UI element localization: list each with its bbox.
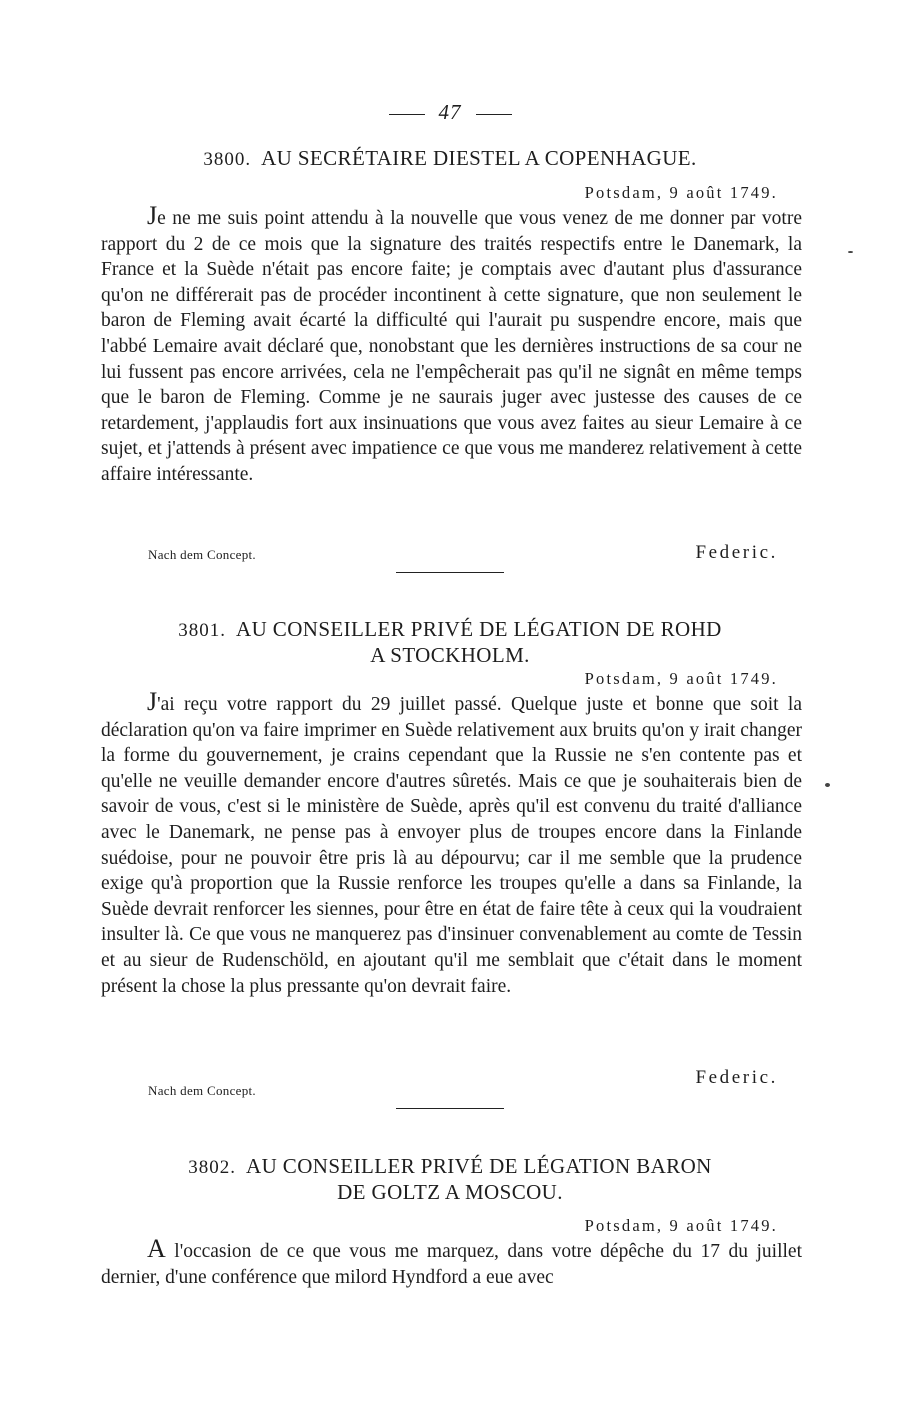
letter-3802-title: AU CONSEILLER PRIVÉ DE LÉGATION BARON (246, 1154, 712, 1178)
letter-3801-initial: J (147, 687, 158, 716)
letter-3801-heading-line1 (100, 617, 800, 643)
section-divider-2 (396, 1108, 504, 1109)
letter-3802-initial: A (147, 1234, 166, 1263)
letter-3802-body (101, 1234, 802, 1290)
scan-speck (848, 251, 853, 253)
letter-3801-dateline: Potsdam, 9 août 1749. (584, 669, 778, 688)
letter-3800-text: e ne me suis point attendu à la nouvelle que vous venez de me donner par votre rapport du 2 de ce mois que la signature des traités respectifs entre le Danemark, la France et la Suède n'était pas encore faite; je comptais avec d'autant plus d'assurance qu'on ne différerait pas de procéder incontinent à cette signature, que non seulement le baron de Fleming avait écarté la difficulté qui l'aurait pu suspendre encore, mais que l'abbé Lemaire avait déclaré que, nonobstant que les dernières instructions de sa cour ne lui fussent pas encore arrivées, cela ne l'empêcherait pas qu'il ne signât en même temps que le baron de Fleming. Comme je ne saurais juger avec justesse des causes de ce retardement, j'applaudis fort aux insinuations que vous avez faites au sieur Lemaire à ce sujet, et j'attends à présent avec impatience ce que vous me manderez relativement à cette affaire intéressante. (101, 208, 802, 485)
letter-3802-number: 3802. (188, 1157, 237, 1178)
letter-3802-heading (100, 1154, 800, 1205)
letter-3801-signature: Federic. (695, 1067, 778, 1088)
letter-3801-title: AU CONSEILLER PRIVÉ DE LÉGATION DE ROHD (236, 617, 722, 641)
letter-3802-text: l'occasion de ce que vous me marquez, dans votre dépêche du 17 du juillet dernier, d'une conférence que milord Hyndford a eue avec (101, 1241, 802, 1288)
letter-3801-number: 3801. (178, 620, 226, 641)
page-number (0, 100, 900, 125)
page-number-text: 47 (438, 100, 462, 124)
letter-3801-title-line2: A STOCKHOLM. (370, 643, 530, 667)
letter-3800-initial: J (147, 201, 158, 230)
letter-3800-heading (100, 146, 800, 172)
letter-3800-number: 3800. (203, 149, 252, 170)
letter-3802-dateline: Potsdam, 9 août 1749. (584, 1216, 778, 1235)
letter-3801-text: 'ai reçu votre rapport du 29 juillet passé. Quelque juste et bonne que soit la déclaration qu'on va faire imprimer en Suède relativement aux bruits qu'on y irait changer la forme du gouvernement, je crains cependant que la Russie ne s'en contente pas et qu'elle ne veuille demander encore d'autres sûretés. Mais ce que je souhaiterais bien de savoir de vous, c'est si le ministère de Suède, après qu'il est convenu du traité d'alliance avec le Danemark, ne pense pas à envoyer plus de troupes encore dans la Finlande suédoise, pour ne pouvoir être pris là au dépourvu; car il me semble que la prudence exige qu'à proportion que la Russie renforce les troupes qu'elle a dans sa Finlande, la Suède devrait renforcer les siennes, pour être en état de faire tête à ceux qui la voudraient insulter là. Ce que vous ne manquerez pas d'insinuer convenablement au comte de Tessin et au sieur de Rudenschöld, en ajoutant qu'il me semblait que c'était dans le moment présent la chose la plus pressante qu'on devrait faire. (101, 694, 802, 997)
section-divider-1 (396, 572, 504, 573)
letter-3800-source: Nach dem Concept. (148, 547, 256, 562)
letter-3800-dateline: Potsdam, 9 août 1749. (584, 183, 778, 202)
letter-3801-source: Nach dem Concept. (148, 1083, 256, 1098)
letter-3801-heading (100, 617, 800, 668)
page-number-left-dash (389, 114, 425, 115)
scan-speck (825, 783, 830, 787)
letter-3802-heading-line1 (100, 1154, 800, 1180)
letter-3800-signature: Federic. (695, 542, 778, 563)
letter-3800-body (101, 201, 802, 488)
page-number-right-dash (476, 114, 512, 115)
letter-3802-title-line2: DE GOLTZ A MOSCOU. (337, 1180, 563, 1204)
letter-3801-body (101, 687, 802, 999)
letter-3800-title: AU SECRÉTAIRE DIESTEL A COPENHAGUE. (261, 146, 697, 170)
